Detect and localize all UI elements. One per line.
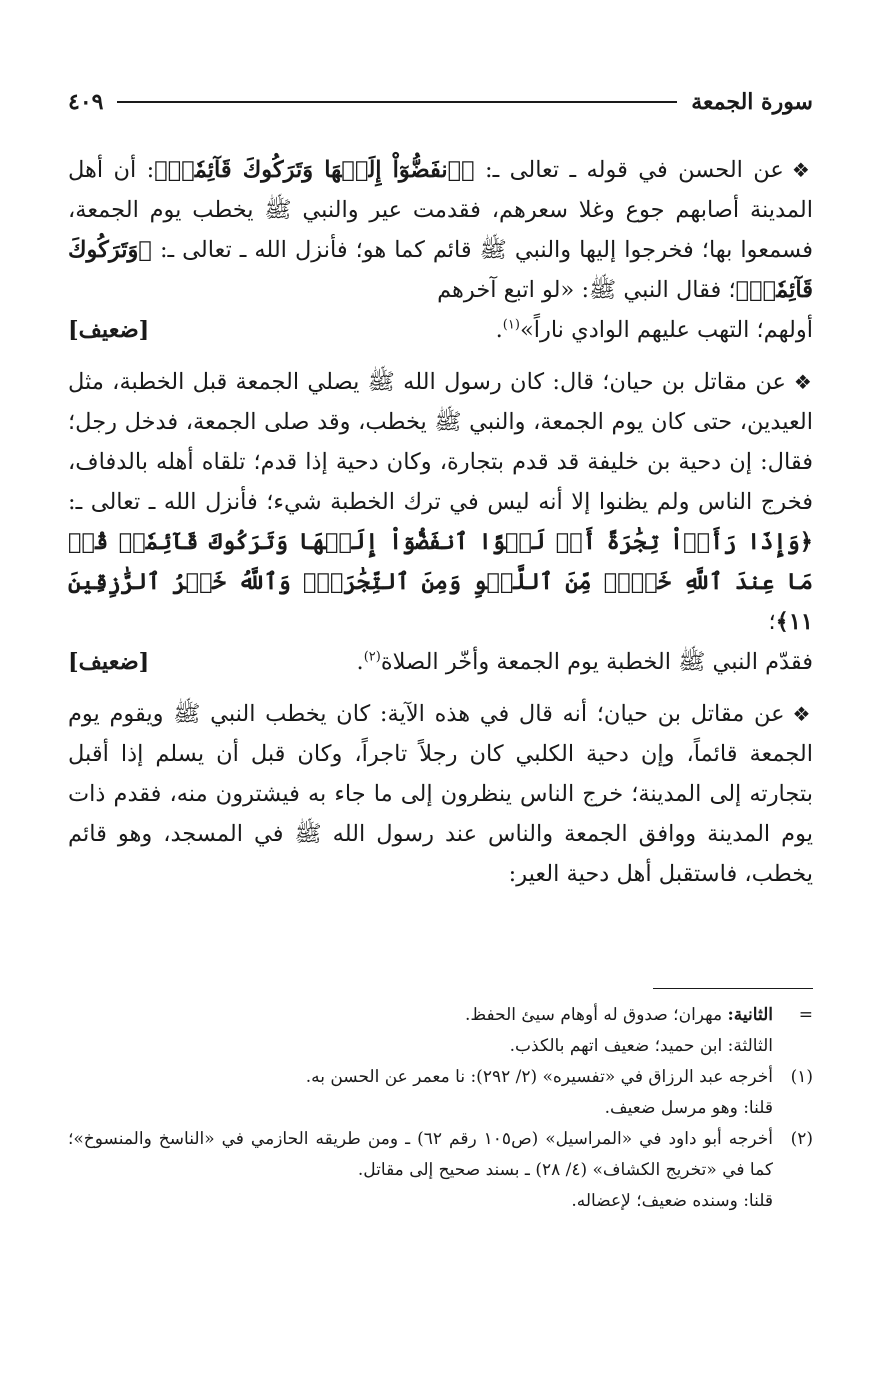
narration-intro: عن الحسن في قوله ـ تعالى ـ: — [485, 157, 784, 183]
star-bullet-icon: ❖ — [793, 370, 813, 394]
footnote-continuation — [68, 1000, 813, 1031]
narrator-label: الثانية: — [727, 1005, 773, 1025]
narration-text: ؛ فقال النبي ﷺ: «لو اتبع آخرهم — [437, 277, 736, 303]
running-title: سورة الجمعة — [691, 89, 813, 115]
narration-end: أولهم؛ التهب عليهم الوادي ناراً»$^{(١)}$. — [495, 317, 813, 343]
narrator-text: ابن حميد؛ ضعيف اتهم بالكذب. — [509, 1036, 723, 1056]
narration-text: عن مقاتل بن حيان؛ أنه قال في هذه الآية: كان يخطب النبي ﷺ ويقوم يوم الجمعة قائماً، وإن دحية الكلبي كان رجلاً تاجراً، وكان قبل أن يسلم إذا أقبل بتجارته إلى المدينة؛ خرج الناس ينظرون إلى ما جاء به فيشترون منه، فقدم ذات يوم المدينة ووافق الجمعة والناس عند رسول الله ﷺ في المسجد، وهو قائم يخطب، فاستقبل أهل دحية العير: — [68, 701, 813, 887]
narration-3 — [68, 694, 813, 894]
quran-quote: ﴿وَإِذَا رَأَوۡاْ تِجَٰرَةً أَوۡ لَهۡوًا ٱنفَضُّوٓاْ إِلَيۡهَا وَتَرَكُوكَ قَآئِمٗاۚ قُلۡ مَا عِندَ ٱللَّهِ خَيۡرٞ مِّنَ ٱللَّهۡوِ وَمِنَ ٱلتِّجَٰرَةِۚ وَٱللَّهُ خَيۡرُ ٱلرَّٰزِقِينَ ١١﴾ — [68, 529, 813, 635]
footnote-ref[interactable]: (١) — [502, 317, 520, 333]
narration-text: : أن أهل المدينة أصابهم جوع وغلا سعرهم، فقدمت عير والنبي ﷺ يخطب يوم الجمعة، فسمعوا بها؛ فخرجوا إليها والنبي ﷺ قائم كما هو؛ فأنزل الله ـ تعالى ـ: — [68, 157, 813, 263]
narration-end: فقدّم النبي ﷺ الخطبة يوم الجمعة وأخّر الصلاة$^{(٢)}$. — [356, 649, 813, 675]
footnote-number: (٢) — [790, 1129, 813, 1149]
footnote-1 — [68, 1062, 813, 1093]
narrator-label: الثالثة: — [727, 1036, 773, 1056]
footnote-2 — [68, 1124, 813, 1186]
book-page — [68, 82, 813, 1357]
continuation-mark: = — [798, 1005, 813, 1025]
narration-text: ؛ — [768, 609, 776, 635]
grade-label: [ضعيف] — [68, 317, 150, 343]
grade-label: [ضعيف] — [68, 649, 150, 675]
narrator-text: مهران؛ صدوق له أوهام سيئ الحفظ. — [464, 1005, 723, 1025]
page-header — [68, 82, 813, 122]
footnotes — [68, 1000, 813, 1217]
quran-quote: ﴿وَتَرَكُوكَ قَآئِمٗاۚ﴾ — [68, 237, 813, 303]
footnote-text: أخرجه أبو داود في «المراسيل» (ص١٠٥ رقم ٦٢) ـ ومن طريقه الحازمي في «الناسخ والمنسوخ»؛ كما في «تخريج الكشاف» (٤/ ٢٨) ـ بسند صحيح إلى مقاتل. — [68, 1129, 774, 1180]
header-rule — [117, 101, 677, 103]
star-bullet-icon: ❖ — [792, 702, 813, 726]
narration-2 — [68, 362, 813, 682]
footnote-comment: قلنا: وسنده ضعيف؛ لإعضاله. — [571, 1191, 773, 1211]
grade-line — [68, 310, 813, 350]
page-number: ٤٠٩ — [68, 89, 104, 115]
quran-quote: ﴿ٱنفَضُّوٓاْ إِلَيۡهَا وَتَرَكُوكَ قَآئِمٗاۚ﴾ — [154, 157, 475, 183]
main-text — [68, 150, 813, 906]
star-bullet-icon: ❖ — [791, 158, 814, 182]
footnote-separator — [653, 988, 813, 989]
narration-1 — [68, 150, 813, 350]
footnote-comment: قلنا: وهو مرسل ضعيف. — [604, 1098, 773, 1118]
footnote-number: (١) — [790, 1067, 813, 1087]
footnote-ref[interactable]: (٢) — [363, 649, 381, 665]
footnote-text: أخرجه عبد الرزاق في «تفسيره» (٢/ ٢٩٢): نا معمر عن الحسن به. — [305, 1067, 773, 1087]
footnote-continuation-line — [68, 1031, 813, 1062]
grade-line — [68, 642, 813, 682]
narration-text: عن مقاتل بن حيان؛ قال: كان رسول الله ﷺ يصلي الجمعة قبل الخطبة، مثل العيدين، حتى كان يوم الجمعة، والنبي ﷺ يخطب، وقد صلى الجمعة، فدخل رجل؛ فقال: إن دحية بن خليفة قد قدم بتجارة، وكان دحية إذا قدم؛ تلقاه أهله بالدفاف، فخرج الناس ولم يظنوا إلا أنه ليس في ترك الخطبة شيء؛ فأنزل الله ـ تعالى ـ: — [68, 369, 813, 515]
